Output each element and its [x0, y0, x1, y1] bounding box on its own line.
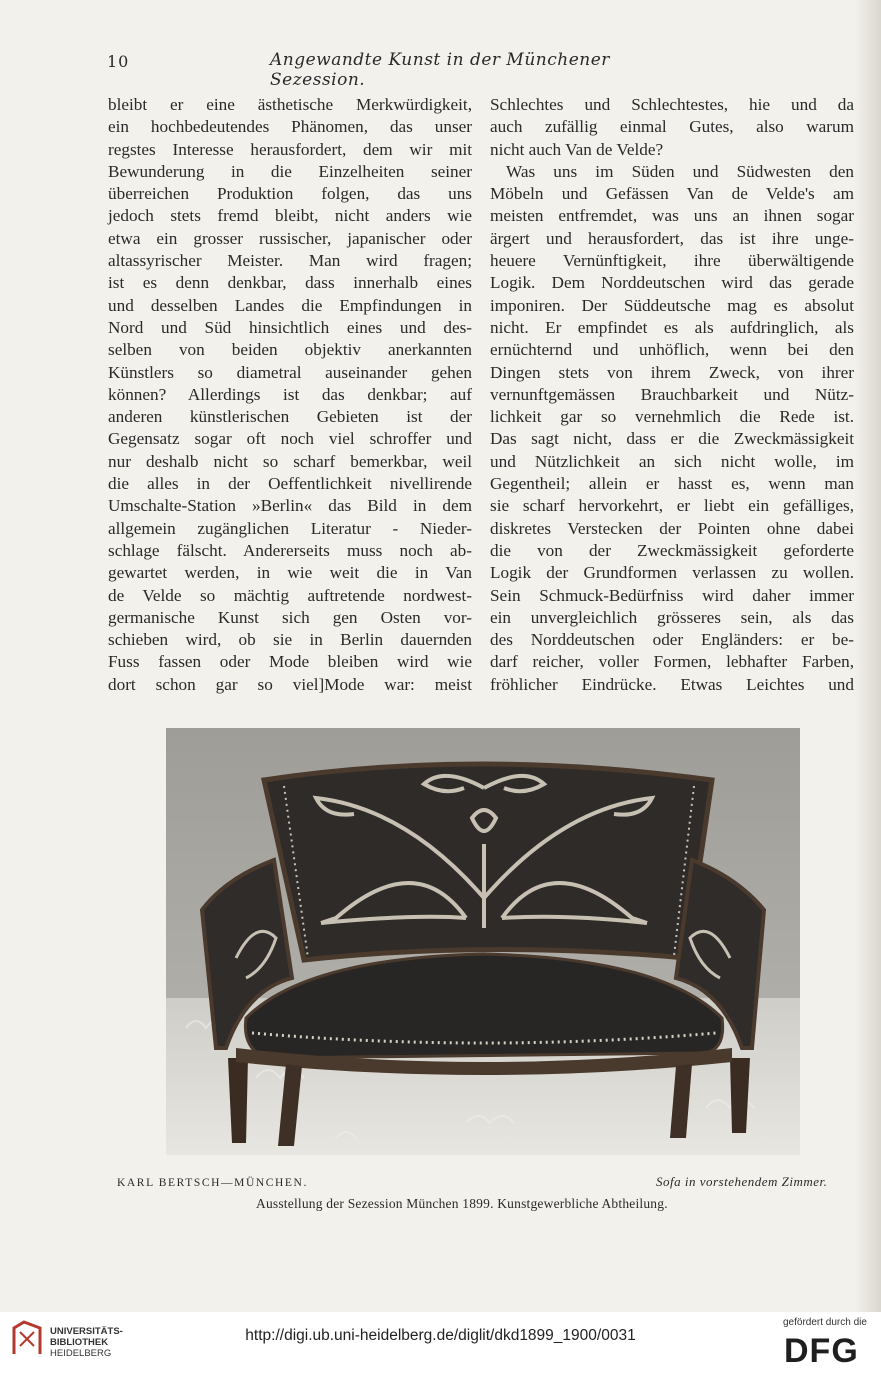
photo-monogram: M.G. — [768, 1137, 786, 1146]
text-line: Sein Schmuck-Bedürfniss wird daher immer — [490, 585, 854, 605]
sofa-photograph — [166, 728, 800, 1155]
text-line: Künstlers so diametral auseinander gehen — [108, 362, 472, 382]
figure-caption: Ausstellung der Sezession München 1899. Kunstgewerbliche Abtheilung. — [256, 1196, 668, 1211]
library-name-line: HEIDELBERG — [50, 1348, 112, 1359]
text-line: nicht. Er empfindet es als aufdringlich, als — [490, 317, 854, 337]
text-line: Was uns im Süden und Südwesten den — [506, 161, 854, 181]
text-line: de Velde so mächtig auftretende nordwest- — [108, 585, 472, 605]
text-line: anderen künstlerischen Gebieten ist der — [108, 407, 472, 427]
text-line: ein hochbedeutendes Phänomen, das unser — [108, 117, 472, 137]
text-line: nicht auch Van de Velde? — [490, 139, 664, 159]
text-line: Dingen stets von ihrem Zweck, von ihrer — [490, 362, 854, 382]
text-line: und Nützlichkeit an sich nicht wolle, im — [490, 451, 854, 471]
text-line: des Norddeutschen oder Engländers: er be- — [490, 630, 854, 650]
text-line: Fuss fassen oder Mode bleiben wird wie — [108, 652, 472, 672]
text-line: ärgert und herausfordert, das ist ihre unge- — [490, 228, 854, 248]
text-line: Logik. Dem Norddeutschen wird das gerade — [490, 273, 854, 293]
text-line: Gegensatz sogar oft noch viel schroffer und — [108, 429, 472, 449]
text-line: lichkeit gar so vernehmlich die Rede ist. — [490, 407, 854, 427]
dfg-logo: DFG — [784, 1332, 859, 1370]
text-line: imponiren. Der Süddeutsche mag es absolut — [490, 295, 854, 315]
text-line: gewartet werden, in wie weit die in Van — [108, 563, 472, 583]
text-line: die alles in der Oeffentlichkeit nivellirende — [108, 474, 472, 494]
sofa-illustration — [166, 728, 800, 1155]
text-line: heuere Vernünftigkeit, ihre überwältigende — [490, 251, 854, 271]
text-line: Möbeln und Gefässen Van de Velde's am — [490, 184, 854, 204]
text-line: Umschalte-Station »Berlin« das Bild in dem — [108, 496, 472, 516]
text-line: Bewunderung in die Einzelheiten seiner — [108, 161, 472, 181]
text-line: ist es denn denkbar, dass innerhalb eines — [108, 273, 472, 293]
library-name-line: UNIVERSITÄTS- — [50, 1326, 123, 1337]
text-line: altassyrischer Meister. Man wird fragen; — [108, 251, 472, 271]
text-line: meisten entfremdet, was uns an ihnen sogar — [490, 206, 854, 226]
text-line: diskretes Verstecken der Pointen ohne dabei — [490, 518, 854, 538]
text-line: vernunftgemässen Brauchbarkeit und Nütz- — [490, 384, 854, 404]
text-line: darf reicher, voller Formen, lebhafter Farben, — [490, 652, 854, 672]
text-line: nur deshalb nicht so scharf bemerkbar, weil — [108, 451, 472, 471]
page-number: 10 — [107, 52, 130, 71]
text-line: Logik der Grundformen verlassen zu wollen. — [490, 563, 854, 583]
text-line: schieben wird, ob sie in Berlin dauernden — [108, 630, 472, 650]
sofa-backrest — [264, 764, 712, 960]
page-edge-shadow — [855, 0, 881, 1312]
text-line: regstes Interesse herausfordert, dem wir mit — [108, 139, 472, 159]
text-line: die von der Zweckmässigkeit geforderte — [490, 540, 854, 560]
permalink-url[interactable]: http://digi.ub.uni-heidelberg.de/diglit/dkd1899_1900/0031 — [245, 1327, 636, 1344]
text-line: und desselben Landes die Empfindungen in — [108, 295, 472, 315]
left-text-column — [108, 94, 472, 696]
text-line: allgemein zugänglichen Literatur - Nieder- — [108, 518, 472, 538]
text-line: etwa ein grosser russischer, japanischer oder — [108, 228, 472, 248]
text-line: Das sagt nicht, dass er die Zweckmässigkeit — [490, 429, 854, 449]
figure-title: Sofa in vorstehendem Zimmer. — [656, 1174, 828, 1189]
text-line: germanische Kunst sich gen Osten vor- — [108, 607, 472, 627]
text-line: überreichen Produktion folgen, das uns — [108, 184, 472, 204]
text-line: selben von beiden objektiv anerkannten — [108, 340, 472, 360]
text-line: ein unvergleichlich grösseres sein, als das — [490, 607, 854, 627]
text-line: sie scharf hervorkehrt, er liebt ein gefälliges, — [490, 496, 854, 516]
running-title: Angewandte Kunst in der Münchener Sezession. — [270, 50, 610, 90]
funding-label: gefördert durch die — [783, 1317, 867, 1328]
text-line: fröhlicher Eindrücke. Etwas Leichtes und — [490, 674, 854, 694]
text-line: Schlechtes und Schlechtestes, hie und da — [490, 95, 854, 114]
text-line: jedoch stets fremd bleibt, nicht anders wie — [108, 206, 472, 226]
text-line: dort schon gar so viel]Mode war: meist — [108, 674, 472, 694]
text-line: ernüchternd und unhöflich, wenn bei den — [490, 340, 854, 360]
artist-credit: KARL BERTSCH—MÜNCHEN. — [117, 1177, 308, 1189]
text-line: Gegentheil; allein er hasst es, wenn man — [490, 474, 854, 494]
text-line: Nord und Süd hinsichtlich eines und des- — [108, 317, 472, 337]
text-line: auch zufällig einmal Gutes, also warum — [490, 117, 854, 137]
library-name-line: BIBLIOTHEK — [50, 1337, 109, 1348]
text-line: können? Allerdings ist das denkbar; auf — [108, 384, 472, 404]
text-line: schlage fälscht. Andererseits muss noch ab- — [108, 540, 472, 560]
text-line: bleibt er eine ästhetische Merkwürdigkeit, — [108, 95, 472, 114]
right-text-column — [490, 94, 854, 696]
